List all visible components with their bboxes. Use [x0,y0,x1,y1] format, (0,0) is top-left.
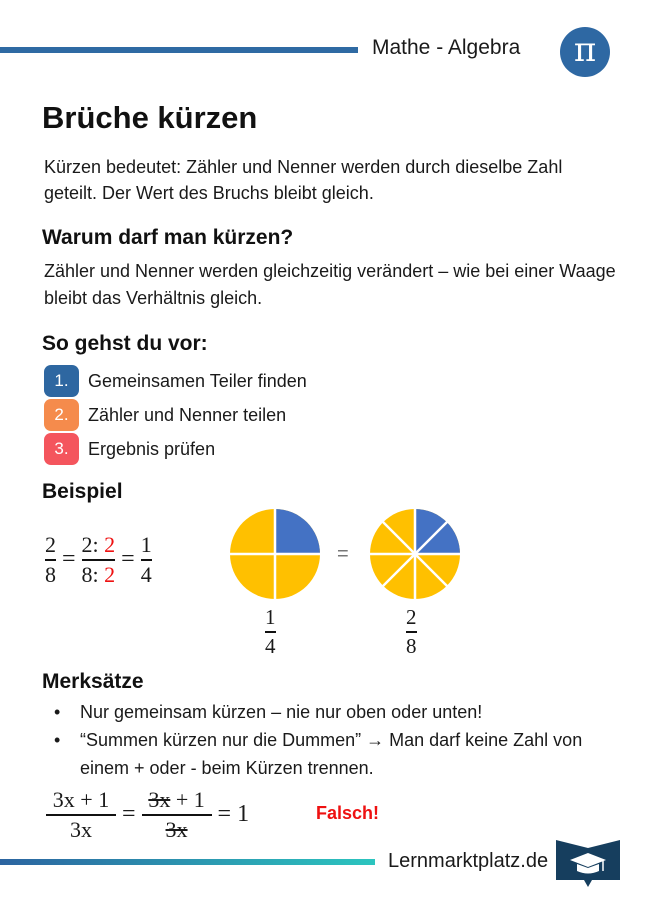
wrong-label: Falsch! [316,803,380,823]
list-item: • Nur gemeinsam kürzen – nie nur oben oder unten! [50,698,610,726]
step-number-badge: 3. [44,433,79,465]
pi-icon: π [560,27,610,77]
step-label: Ergebnis prüfen [88,438,216,459]
steps-list [44,364,307,466]
why-heading: Warum darf man kürzen? [42,226,294,249]
fraction: $\frac{3x + 1}{3x}$ [142,788,212,842]
page-title: Brüche kürzen [42,100,258,135]
step-item [44,432,307,466]
fraction: $\frac{2}{8}$ [45,532,56,587]
step-label: Gemeinsamen Teiler finden [88,370,307,391]
steps-heading: So gehst du vor: [42,332,208,355]
pie-one-quarter [229,508,321,600]
header-accent-bar [0,47,358,53]
footer-accent-bar [0,859,375,865]
pie-right-label: $\frac{2}{8}$ [406,605,417,658]
pies-equals: = [337,543,349,565]
list-item: • “Summen kürzen nur die Dummen” → Man darf keine Zahl von einem + oder - beim Kürzen trennen. [50,726,610,782]
book-graduation-cap-icon [556,838,620,888]
example-heading: Beispiel [42,480,123,503]
subject-label: Mathe - Algebra [372,36,521,59]
intro-text: Kürzen bedeutet: Zähler und Nenner werden durch dieselbe Zahl geteilt. Der Wert des Bruchs bleibt gleich. [44,157,563,203]
step-item [44,364,307,398]
fraction: $\frac{1}{4}$ [140,532,152,587]
step-number-badge: 1. [44,365,79,397]
pie-two-eighths [369,508,461,600]
step-item [44,398,307,432]
why-text: Zähler und Nenner werden gleichzeitig verändert – wie bei einer Waage bleibt das Verhältnis gleich. [44,261,616,308]
step-label: Zähler und Nenner teilen [88,404,287,425]
fraction: $\frac{2: 2}{8: 2}$ [81,532,116,587]
step-number-badge: 2. [44,399,79,431]
brand-name: Lernmarktplatz.de [388,850,549,872]
merksaetze-heading: Merksätze [42,670,144,693]
example-equation: $\frac{2}{8}$ = $\frac{2: 2}{8: 2}$ = $\frac{1}{4}$ [45,532,152,587]
pie-left-label: $\frac{1}{4}$ [265,605,276,658]
fraction: $\frac{3x + 1}{3x}$ [46,788,116,842]
wrong-equation: $\frac{3x + 1}{3x}$ = $\frac{3x + 1}{3x}$ = 1 [46,788,251,842]
merksaetze-list [50,698,610,782]
